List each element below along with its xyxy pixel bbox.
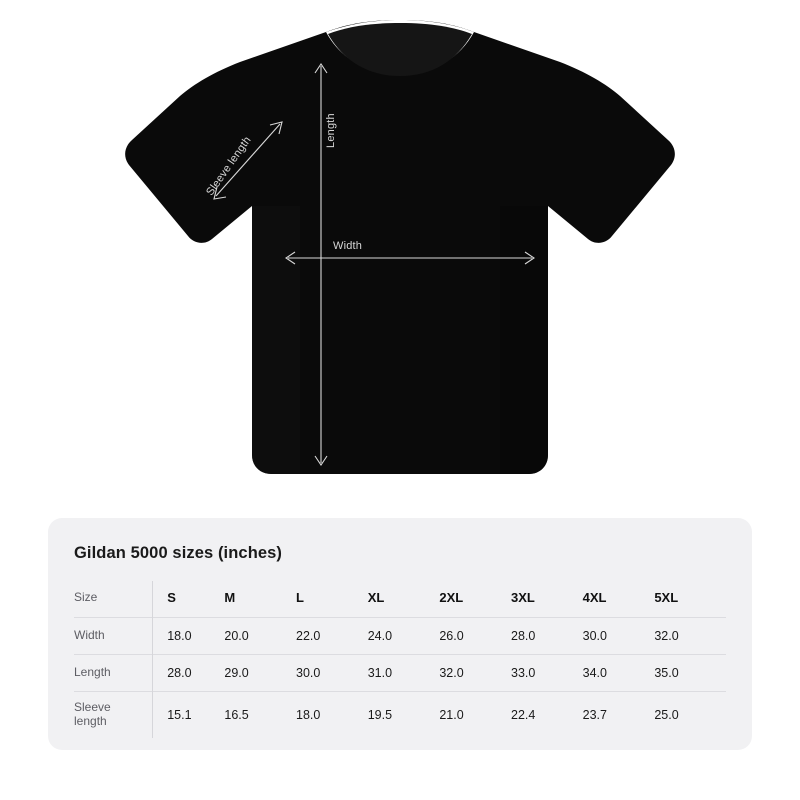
- size-column-2xl: 2XL: [439, 590, 464, 605]
- shirt-shading-left: [252, 206, 300, 474]
- shirt-shading-right: [500, 206, 548, 474]
- sleeve-5xl: 25.0: [654, 707, 679, 722]
- sleeve-l: 18.0: [296, 707, 321, 722]
- sleeve-3xl: 22.4: [511, 707, 536, 722]
- width-2xl: 26.0: [439, 629, 464, 643]
- size-chart-card: [48, 518, 752, 750]
- table-header-row: [74, 581, 726, 618]
- sleeve-s: 15.1: [153, 692, 225, 738]
- width-s: 18.0: [153, 618, 225, 655]
- length-xl: 31.0: [367, 666, 393, 680]
- width-m: 20.0: [224, 629, 249, 643]
- sleeve-length-label: Sleeve length: [204, 134, 254, 198]
- row-label-length: Length: [74, 665, 111, 680]
- size-header-cell: Size: [74, 589, 98, 604]
- length-m: 29.0: [224, 666, 249, 680]
- table-row: [74, 692, 726, 738]
- length-label: Length: [325, 113, 337, 148]
- length-l: 30.0: [296, 666, 321, 680]
- shirt-body: [125, 20, 675, 474]
- size-column-l: L: [296, 590, 304, 605]
- size-column-3xl: 3XL: [511, 590, 535, 605]
- width-l: 22.0: [296, 629, 321, 643]
- size-column-4xl: 4XL: [582, 590, 607, 605]
- width-label: Width: [333, 240, 363, 252]
- size-column-s: S: [153, 581, 225, 618]
- table-row: [74, 618, 726, 655]
- length-s: 28.0: [153, 655, 225, 692]
- size-chart-title: Gildan 5000 sizes (inches): [74, 544, 283, 562]
- sleeve-2xl: 21.0: [439, 707, 464, 722]
- row-label-sleeve-length: Sleeve length: [74, 700, 111, 728]
- length-5xl: 35.0: [654, 666, 679, 680]
- width-5xl: 32.0: [654, 629, 679, 643]
- width-4xl: 30.0: [582, 629, 607, 643]
- length-3xl: 33.0: [511, 666, 536, 680]
- size-chart-table: [74, 581, 726, 738]
- sleeve-4xl: 23.7: [582, 707, 607, 722]
- width-3xl: 28.0: [511, 629, 536, 643]
- size-chart-body: [74, 618, 726, 738]
- sleeve-xl: 19.5: [367, 707, 393, 722]
- size-chart-head: [74, 581, 726, 618]
- size-column-5xl: 5XL: [654, 590, 679, 605]
- table-row: [74, 655, 726, 692]
- row-label-width: Width: [74, 628, 105, 643]
- length-4xl: 34.0: [582, 666, 607, 680]
- length-2xl: 32.0: [439, 666, 464, 680]
- sleeve-m: 16.5: [224, 707, 249, 722]
- width-xl: 24.0: [367, 629, 393, 643]
- size-column-m: M: [224, 590, 236, 605]
- size-column-xl: XL: [367, 590, 385, 605]
